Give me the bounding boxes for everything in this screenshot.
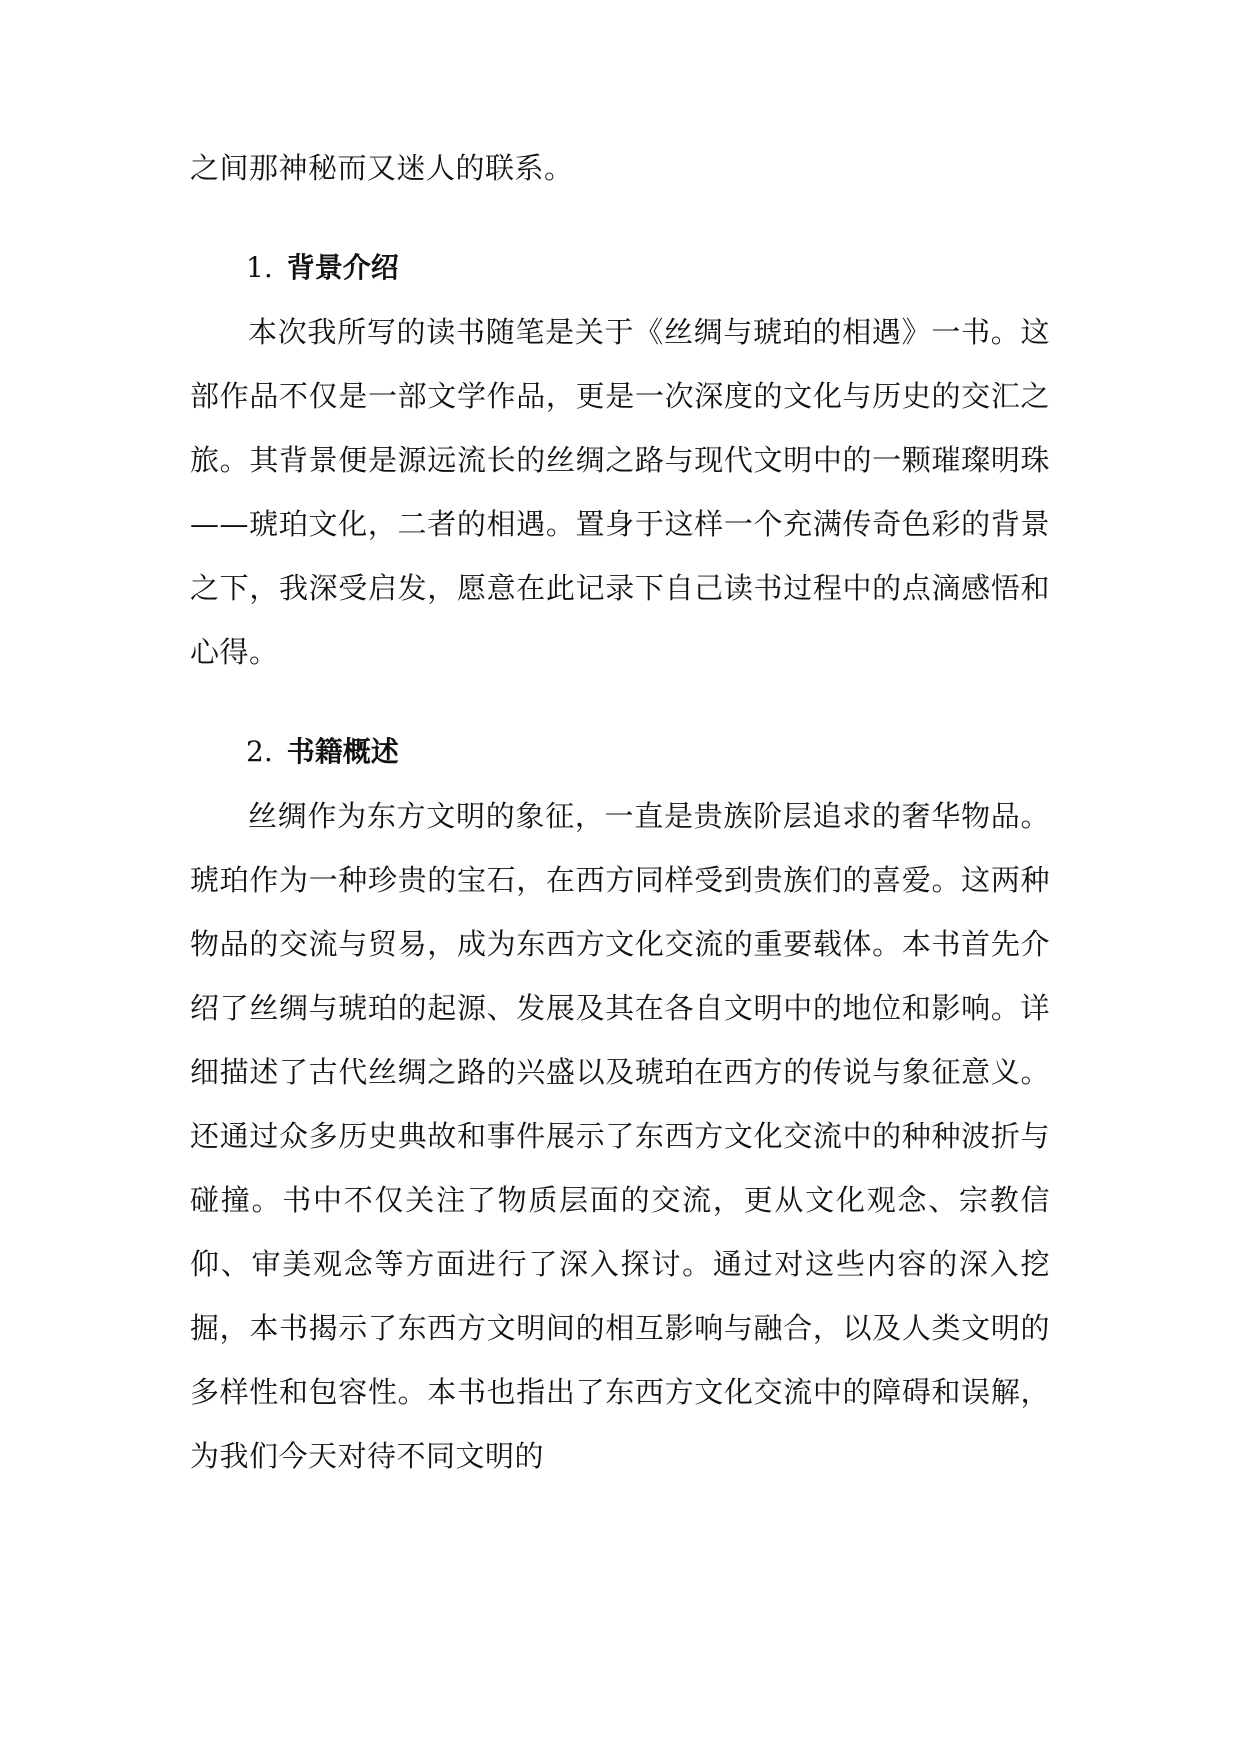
section-heading-overview — [190, 720, 1050, 784]
section-number: 2. — [246, 735, 273, 768]
section-gap — [190, 684, 1050, 720]
section-gap — [190, 200, 1050, 236]
background-paragraph: 本次我所写的读书随笔是关于《丝绸与琥珀的相遇》一书。这部作品不仅是一部文学作品，更是一次深度的文化与历史的交汇之旅。其背景便是源远流长的丝绸之路与现代文明中的一颗璀璨明珠——琥珀文化，二者的相遇。置身于这样一个充满传奇色彩的背景之下，我深受启发，愿意在此记录下自己读书过程中的点滴感悟和心得。 — [190, 315, 1050, 669]
intro-fragment: 之间那神秘而又迷人的联系。 — [190, 151, 574, 185]
section-number: 1. — [246, 251, 273, 284]
overview-paragraph: 丝绸作为东方文明的象征，一直是贵族阶层追求的奢华物品。琥珀作为一种珍贵的宝石，在西方同样受到贵族们的喜爱。这两种物品的交流与贸易，成为东西方文化交流的重要载体。本书首先介绍了丝绸与琥珀的起源、发展及其在各自文明中的地位和影响。详细描述了古代丝绸之路的兴盛以及琥珀在西方的传说与象征意义。还通过众多历史典故和事件展示了东西方文化交流中的种种波折与碰撞。书中不仅关注了物质层面的交流，更从文化观念、宗教信仰、审美观念等方面进行了深入探讨。通过对这些内容的深入挖掘，本书揭示了东西方文明间的相互影响与融合，以及人类文明的多样性和包容性。本书也指出了东西方文化交流中的障碍和误解，为我们今天对待不同文明的 — [190, 799, 1050, 1473]
section-title: 书籍概述 — [286, 735, 399, 768]
document-body — [190, 136, 1050, 1488]
section-heading-background — [190, 236, 1050, 300]
section-title: 背景介绍 — [286, 251, 399, 284]
